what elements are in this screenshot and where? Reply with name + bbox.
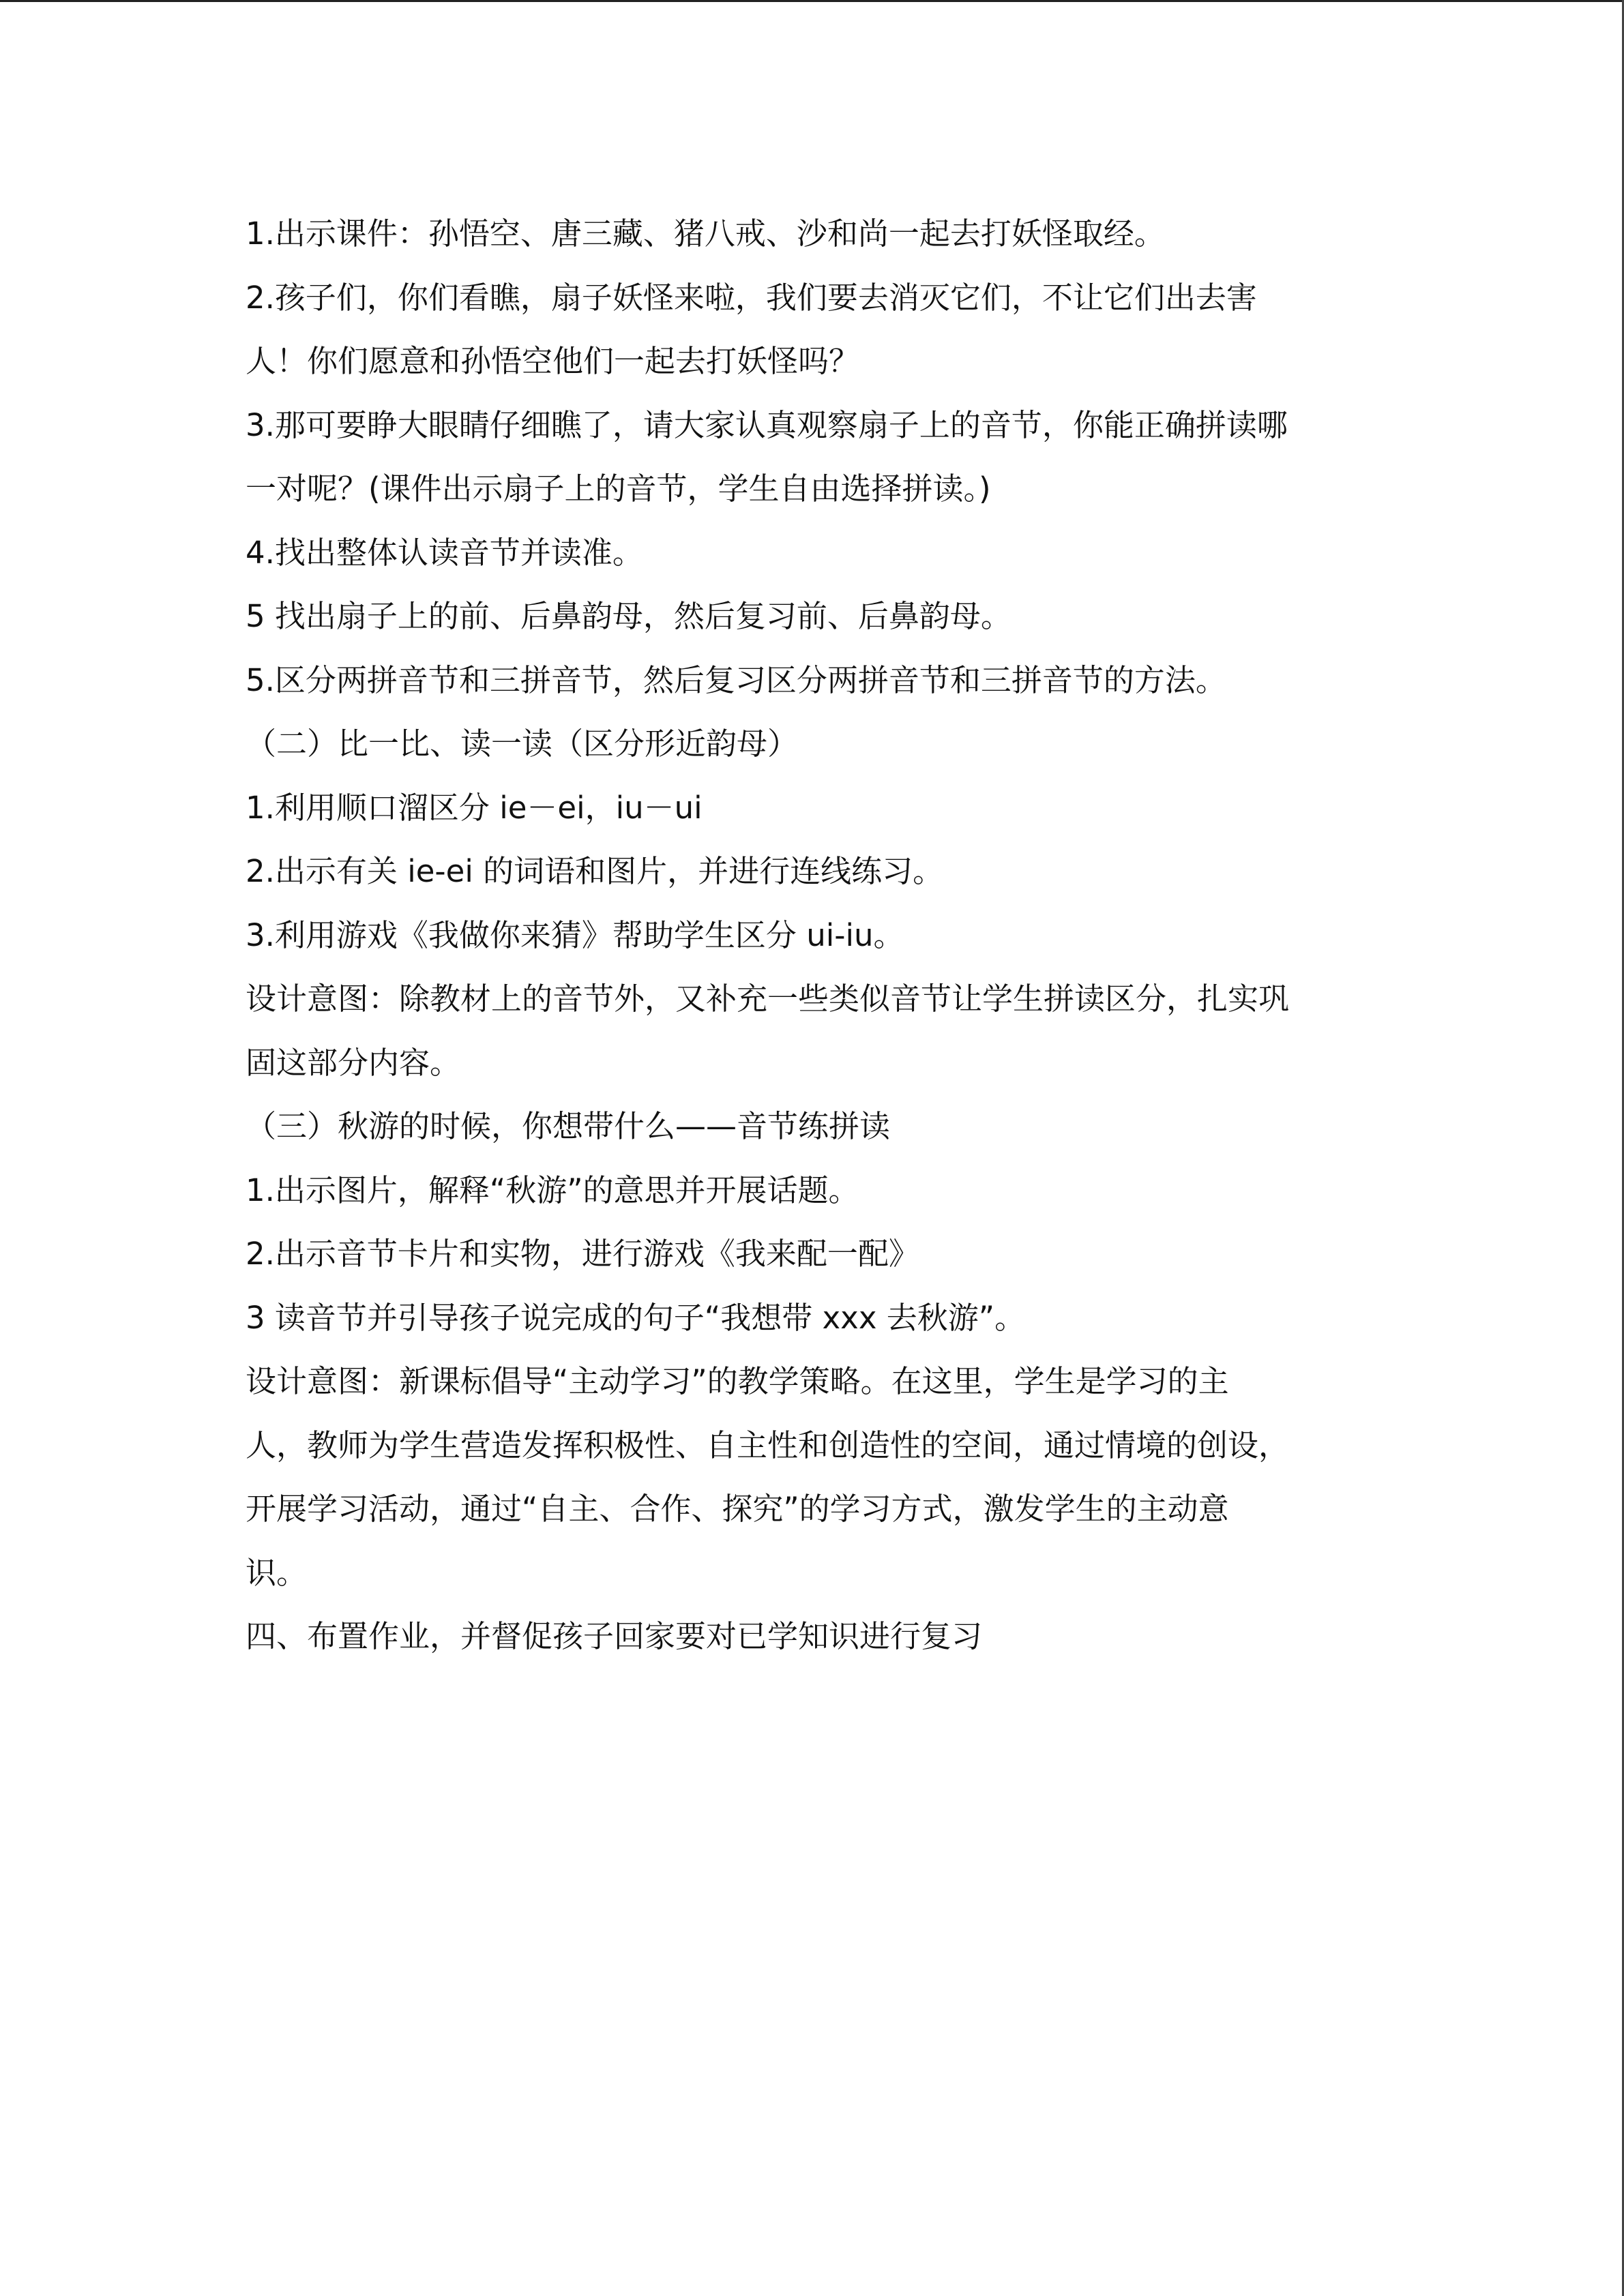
text-line: 2.孩子们，你们看瞧，扇子妖怪来啦，我们要去消灭它们，不让它们出去害 [246,279,1257,316]
section-heading: （二）比一比、读一读（区分形近韵母） [246,726,799,762]
text-line: 5 找出扇子上的前、后鼻韵母，然后复习前、后鼻韵母。 [246,598,1012,634]
design-intent-line: 固这部分内容。 [246,1044,461,1081]
text-line: 3 读音节并引导孩子说完成的句子“我想带 xxx 去秋游”。 [246,1299,1026,1336]
design-intent-line: 设计意图：新课标倡导“主动学习”的教学策略。在这里，学生是学习的主 [246,1363,1229,1399]
text-line: 3.那可要睁大眼睛仔细瞧了，请大家认真观察扇子上的音节，你能正确拼读哪 [246,406,1288,443]
text-line: 2.出示音节卡片和实物，进行游戏《我来配一配》 [246,1236,919,1272]
text-line: 1.出示课件：孙悟空、唐三藏、猪八戒、沙和尚一起去打妖怪取经。 [246,215,1165,252]
text-line: 1.利用顺口溜区分 ie－ei，iu－ui [246,789,703,826]
text-line: 1.出示图片，解释“秋游”的意思并开展话题。 [246,1172,859,1208]
design-intent-line: 人，教师为学生营造发挥积极性、自主性和创造性的空间，通过情境的创设， [246,1427,1290,1463]
section-heading: （三）秋游的时候，你想带什么——音节练拼读 [246,1108,891,1144]
text-line: 一对呢？(课件出示扇子上的音节，学生自由选择拼读。) [246,471,991,507]
design-intent-line: 设计意图：除教材上的音节外，又补充一些类似音节让学生拼读区分，扎实巩 [246,981,1290,1017]
text-line: 人！你们愿意和孙悟空他们一起去打妖怪吗？ [246,343,860,379]
text-line: 4.找出整体认读音节并读准。 [246,534,643,571]
text-line: 5.区分两拼音节和三拼音节，然后复习区分两拼音节和三拼音节的方法。 [246,661,1226,698]
page-top-border [0,0,1624,2]
document-body [246,202,1371,1669]
text-line: 2.出示有关 ie-ei 的词语和图片，并进行连线练习。 [246,853,944,889]
design-intent-line: 识。 [246,1554,308,1591]
text-line: 3.利用游戏《我做你来猜》帮助学生区分 ui-iu。 [246,916,904,953]
section-heading: 四、布置作业，并督促孩子回家要对已学知识进行复习 [246,1618,983,1654]
design-intent-line: 开展学习活动，通过“自主、合作、探究”的学习方式，激发学生的主动意 [246,1491,1229,1527]
